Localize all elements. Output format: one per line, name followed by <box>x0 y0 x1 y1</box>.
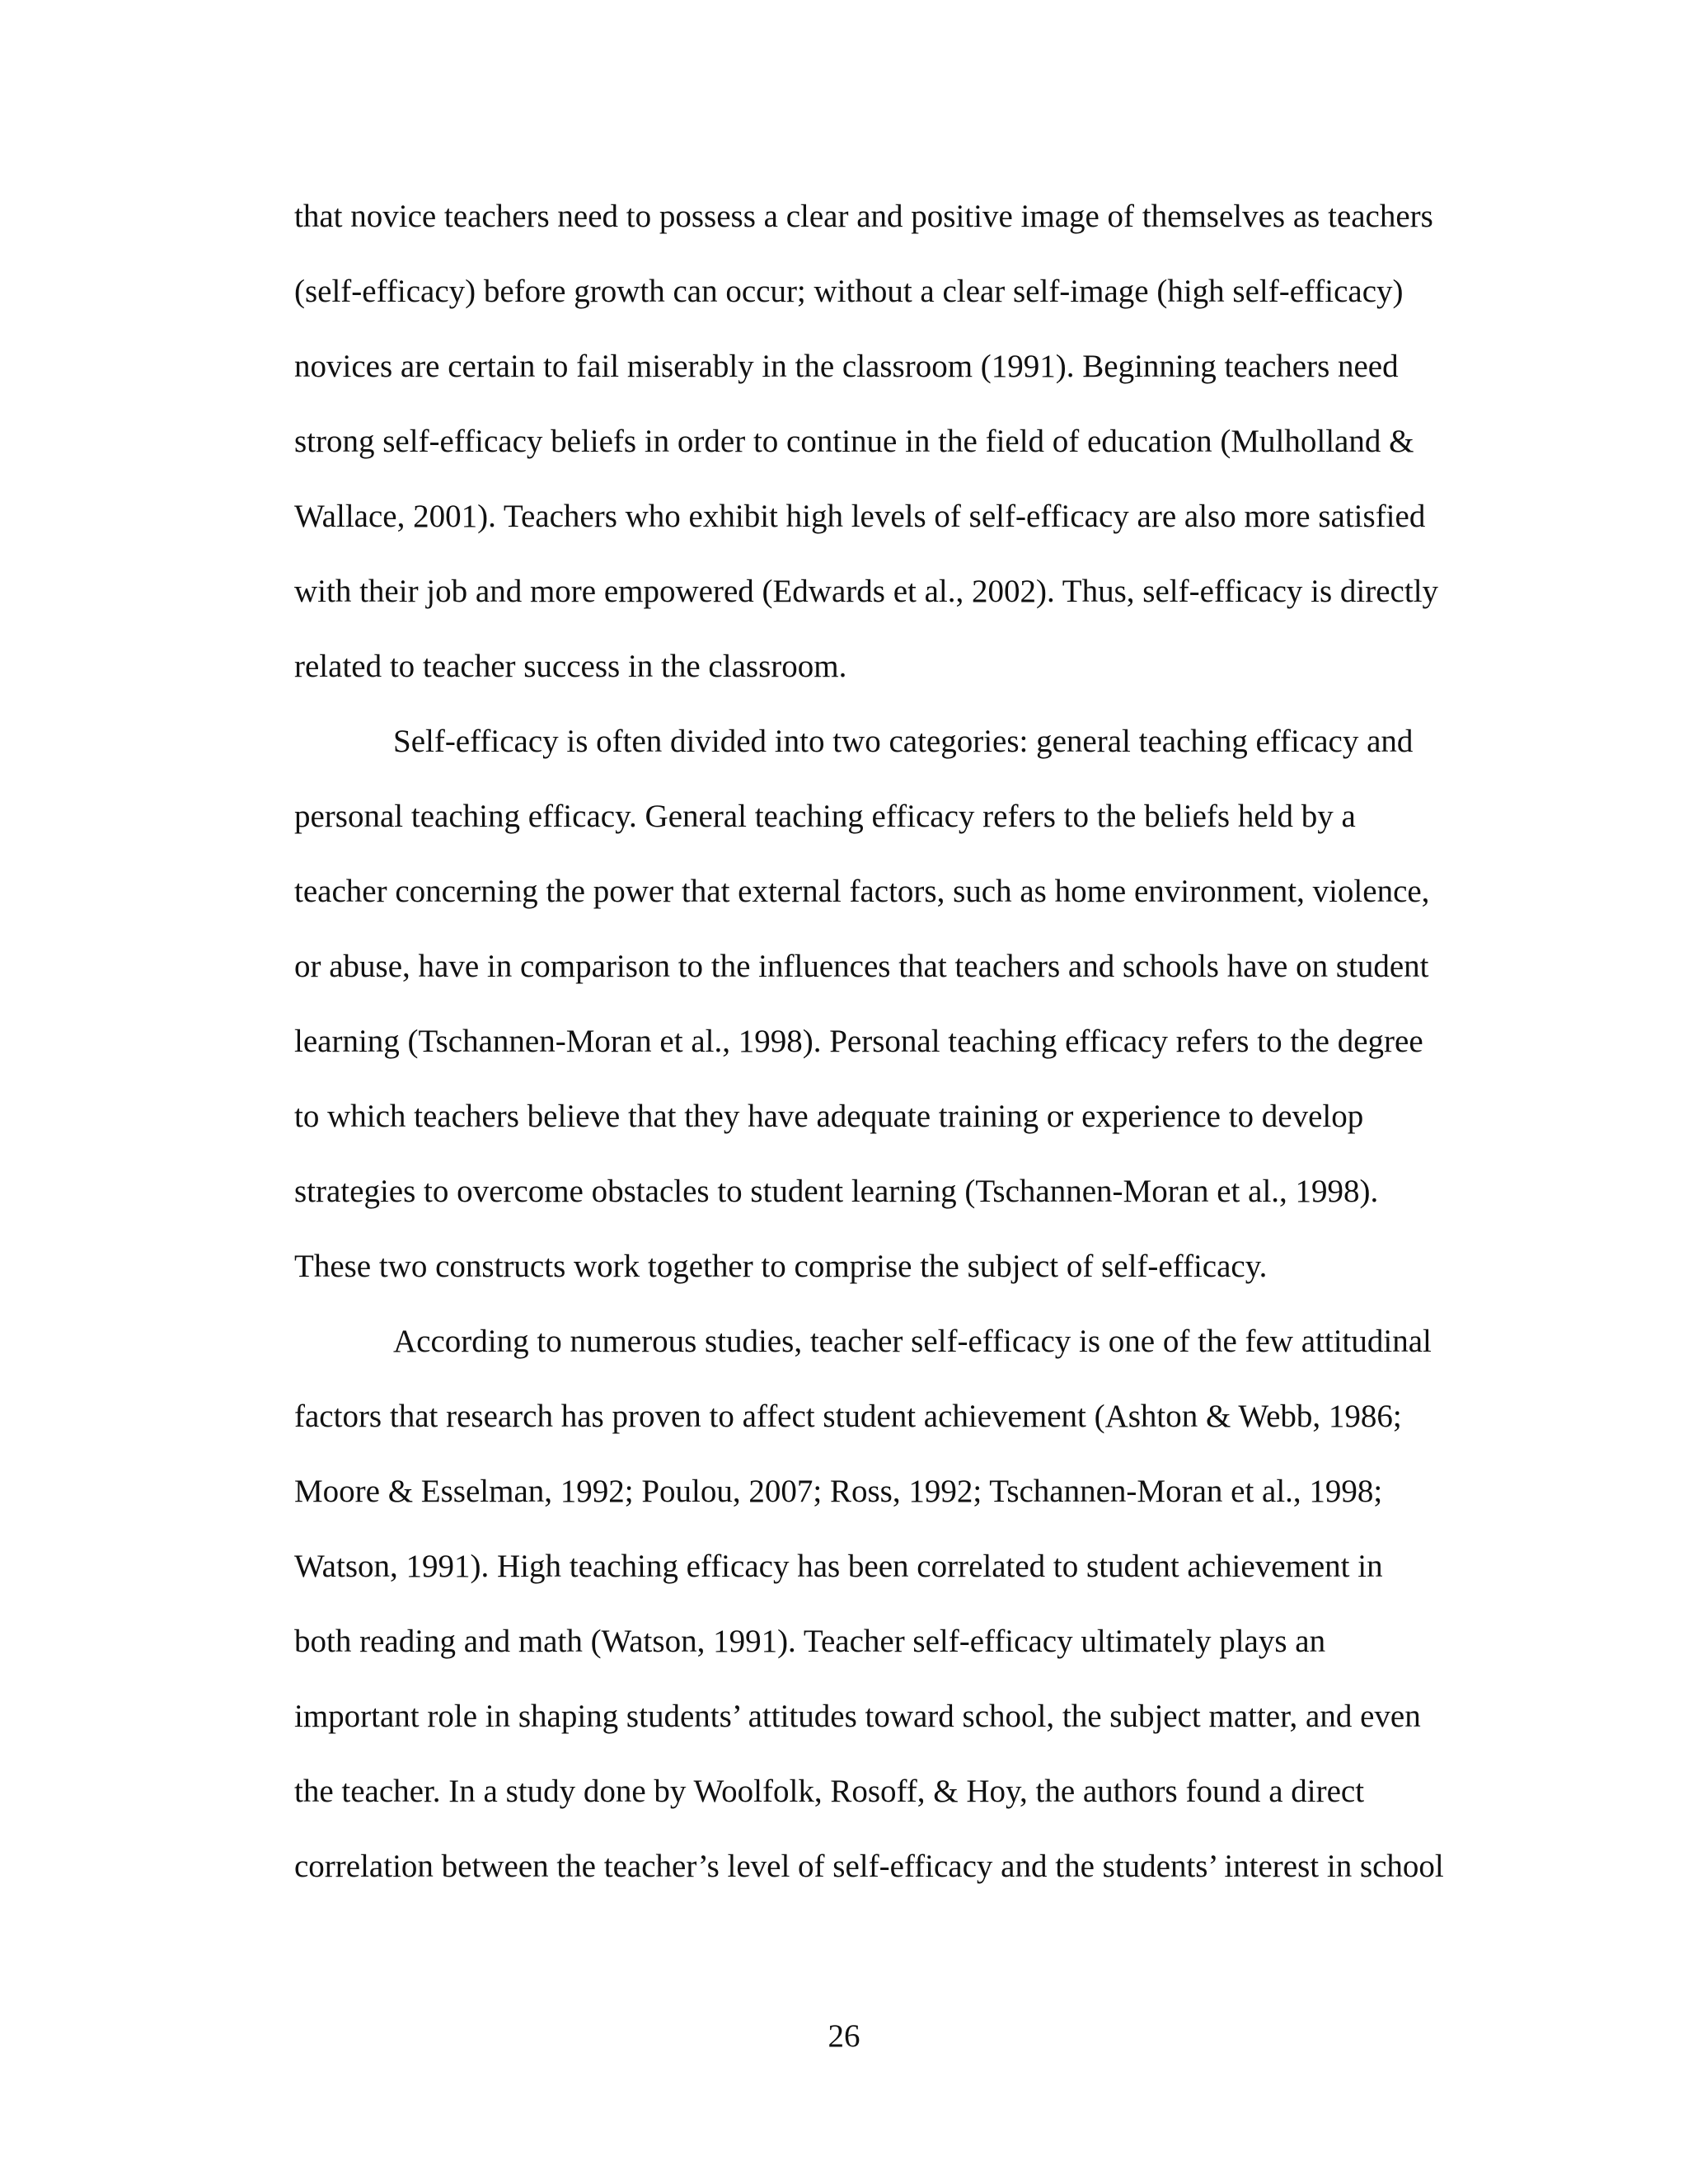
body-text-line: the teacher. In a study done by Woolfolk, Rosoff, & Hoy, the authors found a direct <box>294 1774 1365 1809</box>
paragraph-first-line: Self-efficacy is often divided into two categories: general teaching efficacy and <box>393 724 1414 759</box>
body-text-line: correlation between the teacher’s level of self-efficacy and the students’ interest in school <box>294 1849 1444 1884</box>
body-text-line: that novice teachers need to possess a clear and positive image of themselves as teachers <box>294 199 1433 234</box>
body-text-line: related to teacher success in the classroom. <box>294 649 847 684</box>
body-text-line: Wallace, 2001). Teachers who exhibit high levels of self-efficacy are also more satisfied <box>294 499 1426 534</box>
body-text-line: (self-efficacy) before growth can occur; without a clear self-image (high self-efficacy) <box>294 274 1404 309</box>
body-text-line: learning (Tschannen-Moran et al., 1998). Personal teaching efficacy refers to the degree <box>294 1024 1423 1059</box>
body-text-line: Watson, 1991). High teaching efficacy has been correlated to student achievement in <box>294 1549 1383 1584</box>
body-text-line: novices are certain to fail miserably in the classroom (1991). Beginning teachers need <box>294 349 1399 384</box>
body-text-line: important role in shaping students’ attitudes toward school, the subject matter, and even <box>294 1699 1421 1734</box>
body-text-line: strategies to overcome obstacles to student learning (Tschannen-Moran et al., 1998). <box>294 1174 1379 1209</box>
body-text-line: both reading and math (Watson, 1991). Teacher self-efficacy ultimately plays an <box>294 1624 1326 1659</box>
body-text-line: personal teaching efficacy. General teaching efficacy refers to the beliefs held by a <box>294 799 1356 834</box>
paragraph-first-line: According to numerous studies, teacher self-efficacy is one of the few attitudinal <box>393 1324 1432 1359</box>
page-number: 26 <box>828 2018 860 2054</box>
body-text-line: These two constructs work together to comprise the subject of self-efficacy. <box>294 1249 1268 1284</box>
body-text-line: Moore & Esselman, 1992; Poulou, 2007; Ross, 1992; Tschannen-Moran et al., 1998; <box>294 1474 1383 1509</box>
body-text-line: with their job and more empowered (Edwards et al., 2002). Thus, self-efficacy is directly <box>294 574 1439 609</box>
body-text-line: factors that research has proven to affect student achievement (Ashton & Webb, 1986; <box>294 1399 1402 1434</box>
body-text-line: strong self-efficacy beliefs in order to continue in the field of education (Mulholland & <box>294 424 1414 459</box>
body-text-line: to which teachers believe that they have adequate training or experience to develop <box>294 1099 1364 1134</box>
body-text-line: or abuse, have in comparison to the influences that teachers and schools have on student <box>294 949 1429 984</box>
body-text-line: teacher concerning the power that external factors, such as home environment, violence, <box>294 874 1430 909</box>
